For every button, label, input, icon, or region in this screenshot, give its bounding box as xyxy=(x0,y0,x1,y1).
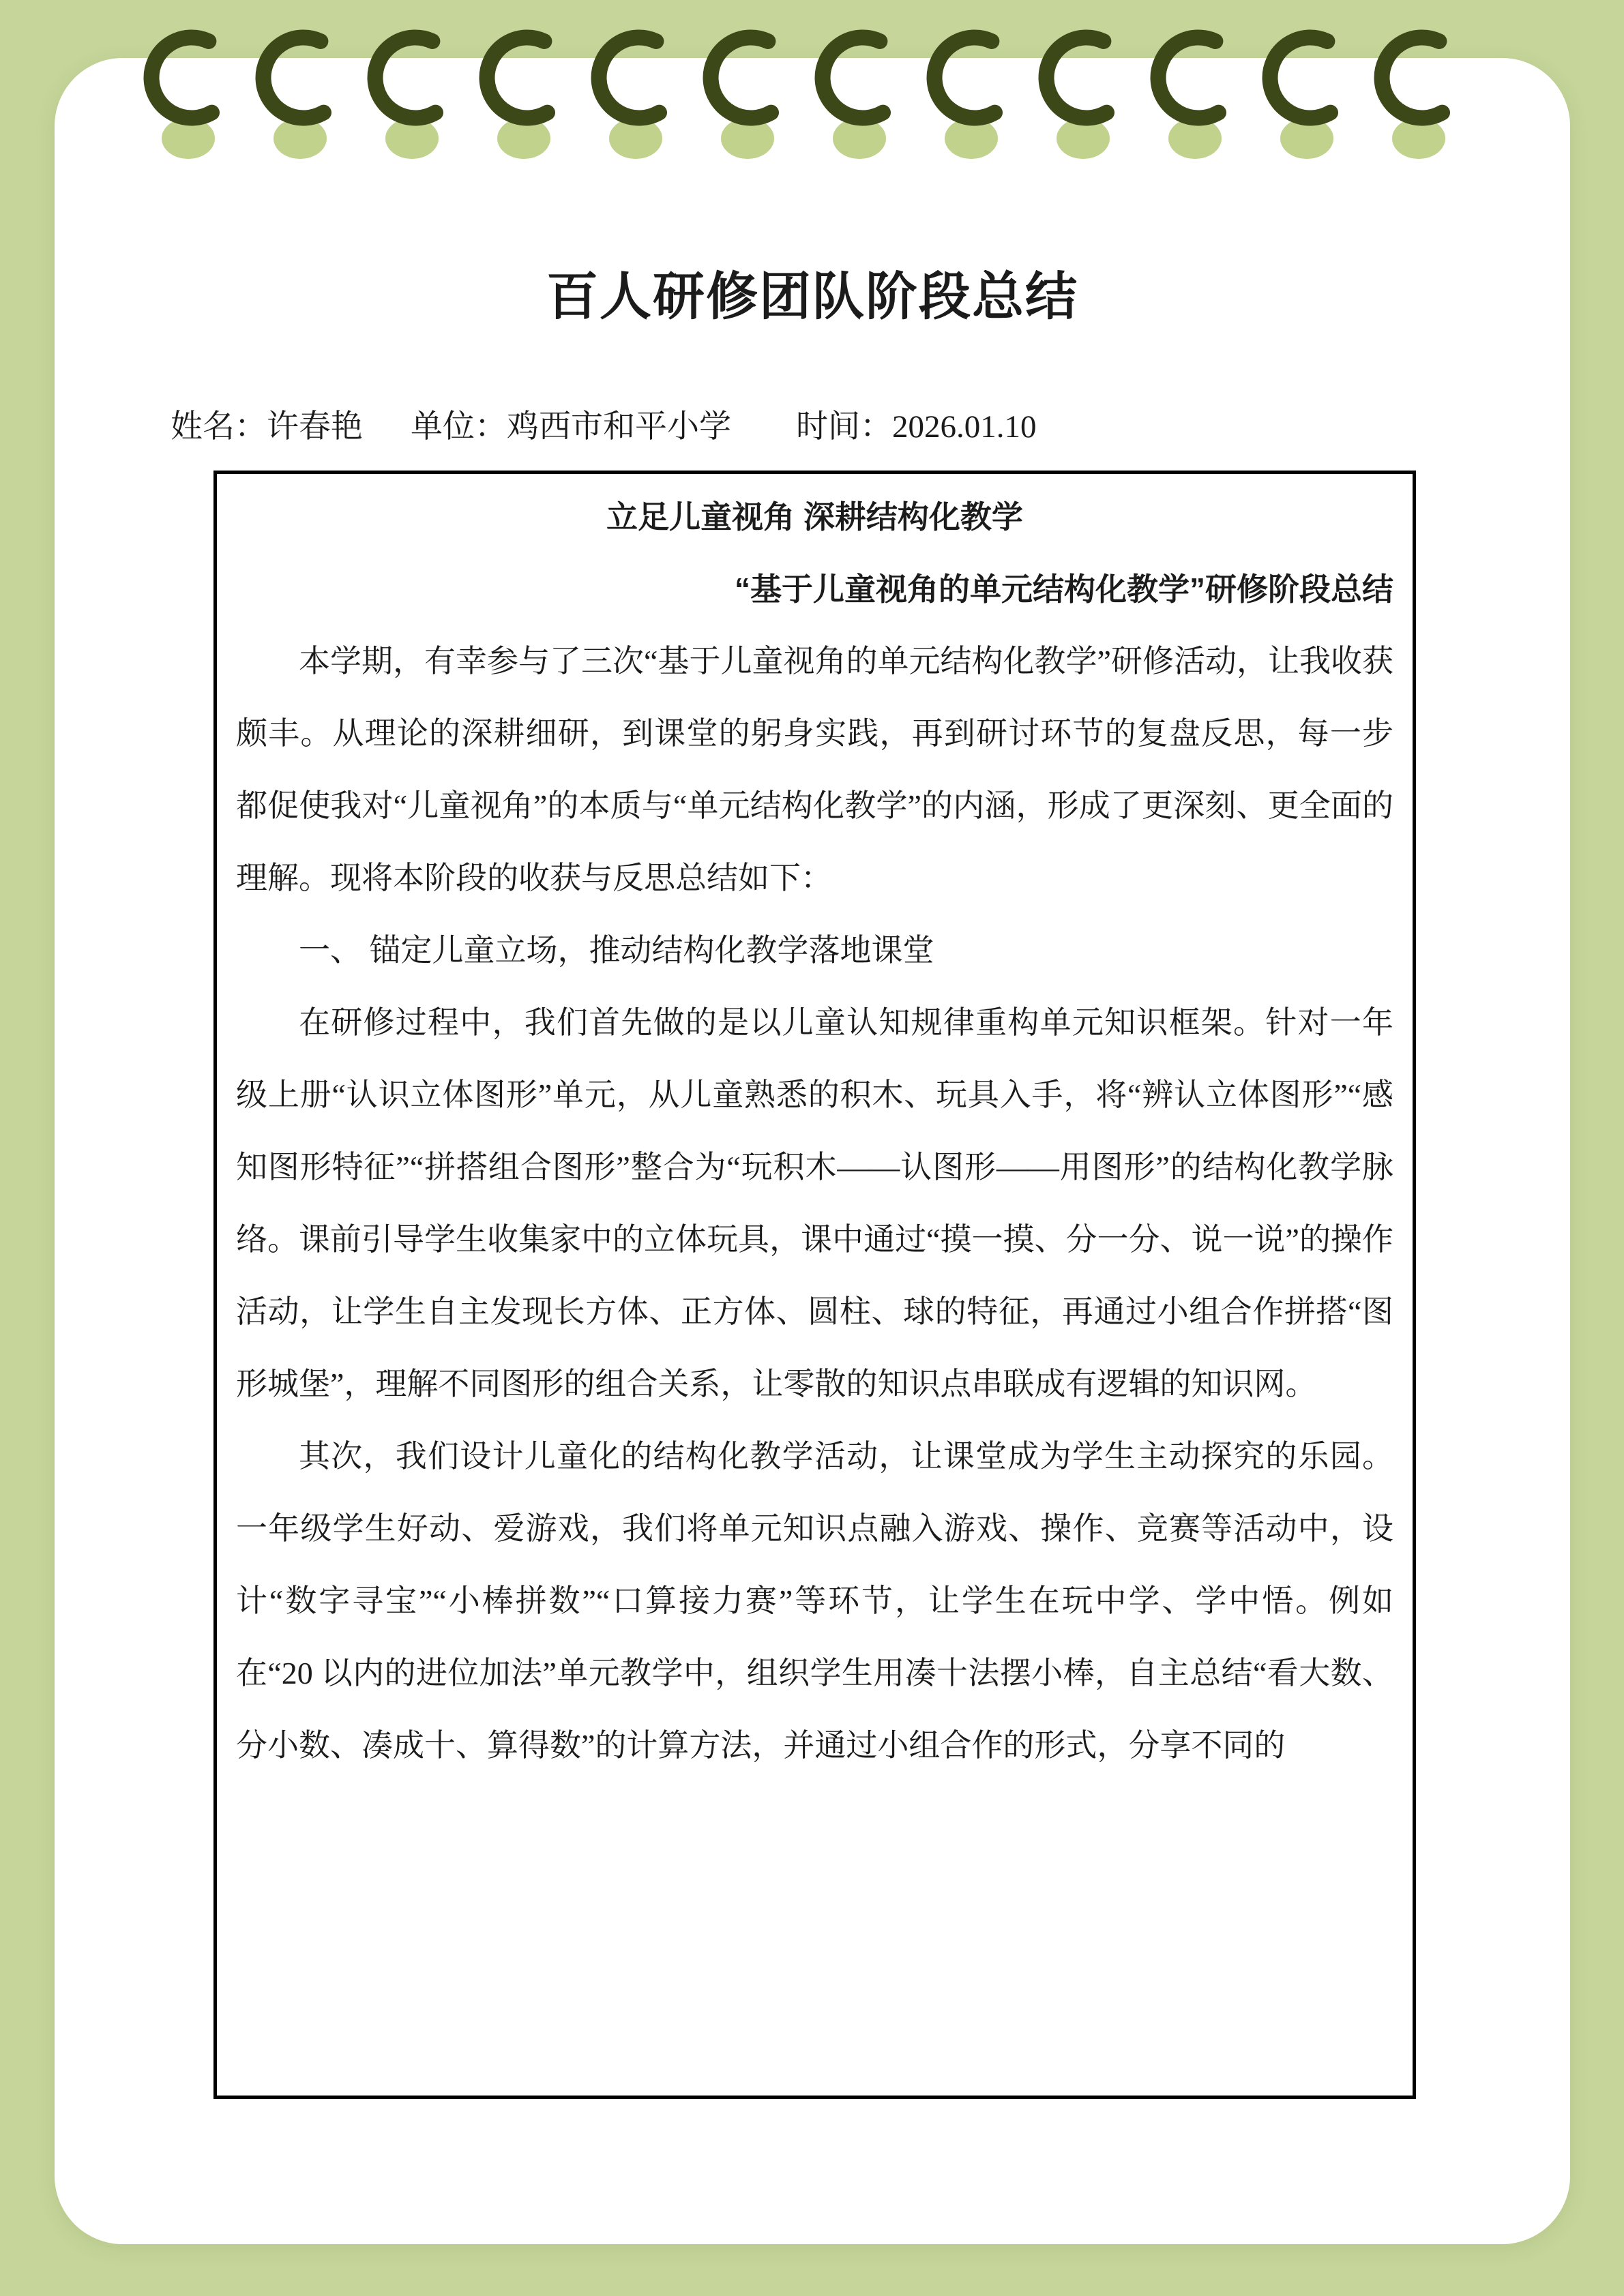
meta-unit-label: 单位： xyxy=(411,409,507,445)
spiral-ring-icon xyxy=(1254,27,1366,164)
meta-time xyxy=(796,407,1037,447)
spiral-ring-icon xyxy=(471,27,583,164)
report-paragraph: 本学期，有幸参与了三次“基于儿童视角的单元结构化教学”研修活动，让我收获颇丰。从理论的深耕细研，到课堂的躬身实践，再到研讨环节的复盘反思，每一步都促使我对“儿童视角”的本质与“单元结构化教学”的内涵，形成了更深刻、更全面的理解。现将本阶段的收获与反思总结如下： xyxy=(236,644,1393,896)
spiral-ring-icon xyxy=(807,27,919,164)
report-box xyxy=(213,471,1416,2099)
report-heading-line2: “基于儿童视角的单元结构化教学”研修阶段总结 xyxy=(735,571,1393,608)
meta-line xyxy=(171,407,1570,447)
spiral-ring-icon xyxy=(1031,27,1142,164)
meta-unit xyxy=(411,407,731,447)
spiral-ring-icon xyxy=(695,27,807,164)
meta-time-value: 2026.01.10 xyxy=(892,409,1037,445)
spiral-ring-icon xyxy=(919,27,1031,164)
spiral-ring-icon xyxy=(583,27,695,164)
spiral-ring-icon xyxy=(136,27,248,164)
spiral-binding xyxy=(136,27,1478,164)
paper-sheet xyxy=(55,58,1570,2244)
meta-name-label: 姓名： xyxy=(171,409,267,445)
meta-name-value: 许春艳 xyxy=(267,409,363,445)
meta-time-label: 时间： xyxy=(796,409,892,445)
report-paragraph: 一、 锚定儿童立场，推动结构化教学落地课堂 xyxy=(299,933,934,968)
report-heading-line1: 立足儿童视角 深耕结构化教学 xyxy=(606,499,1023,535)
spiral-ring-icon xyxy=(1142,27,1254,164)
report-paragraph: 其次，我们设计儿童化的结构化教学活动，让课堂成为学生主动探究的乐园。一年级学生好动、爱游戏，我们将单元知识点融入游戏、操作、竞赛等活动中，设计“数字寻宝”“小棒拼数”“口算接力赛”等环节，让学生在玩中学、学中悟。例如在“20 以内的进位加法”单元教学中，组织学生用凑十法摆小棒，自主总结“看大数、分小数、凑成十、算得数”的计算方法，并通过小组合作的形式，分享不同的 xyxy=(236,1439,1393,1763)
spiral-ring-icon xyxy=(1366,27,1478,164)
spiral-ring-icon xyxy=(359,27,471,164)
report-paragraph: 在研修过程中，我们首先做的是以儿童认知规律重构单元知识框架。针对一年级上册“认识立体图形”单元，从儿童熟悉的积木、玩具入手，将“辨认立体图形”“感知图形特征”“拼搭组合图形”整合为“玩积木——认图形——用图形”的结构化教学脉络。课前引导学生收集家中的立体玩具，课中通过“摸一摸、分一分、说一说”的操作活动，让学生自主发现长方体、正方体、圆柱、球的特征，再通过小组合作拼搭“图形城堡”，理解不同图形的组合关系，让零散的知识点串联成有逻辑的知识网。 xyxy=(236,1005,1393,1402)
page-title: 百人研修团队阶段总结 xyxy=(546,269,1078,326)
meta-name xyxy=(171,407,363,447)
meta-unit-value: 鸡西市和平小学 xyxy=(507,409,731,445)
spiral-ring-icon xyxy=(248,27,359,164)
